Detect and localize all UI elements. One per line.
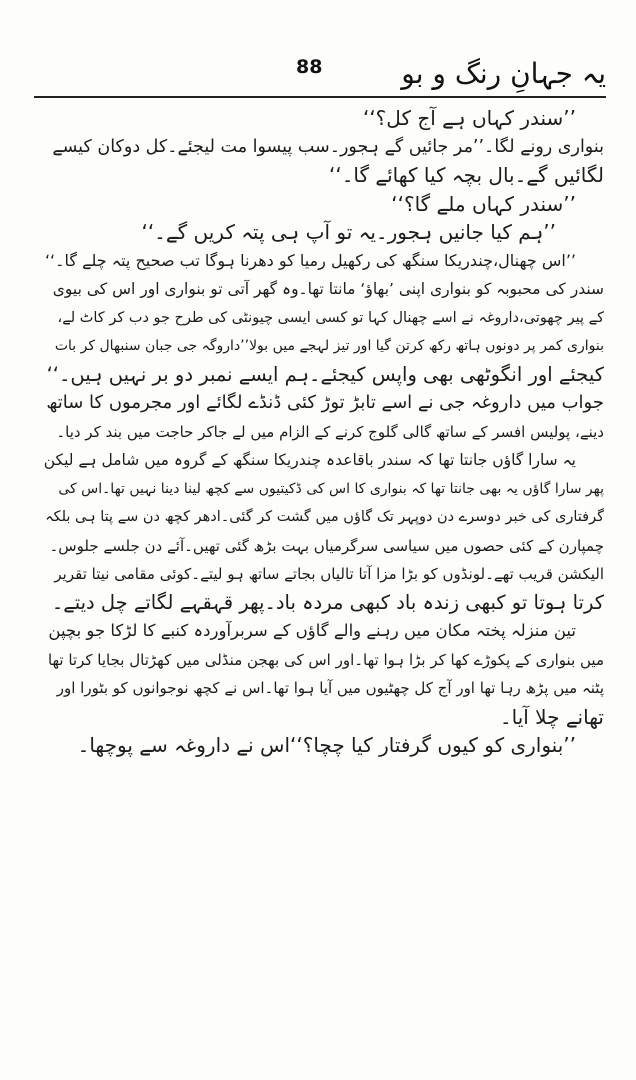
text-line: تھانے چلا آیا۔ (499, 704, 604, 729)
text-line: کیجئے اور انگوٹھی بھی واپس کیجئے۔ہم ایسے نمبر دو بر نہیں ہیں۔‘‘ (46, 362, 604, 386)
text-line: تین منزلہ پختہ مکان میں رہنے والے گاؤں کے سربرآوردہ کنبے کا لڑکا جو بچپن (48, 621, 576, 640)
text-line: پٹنہ میں پڑھ رہا تھا اور آج کل چھٹیوں میں آیا ہوا تھا۔اس نے کچھ نوجوانوں کو بٹورا اور (56, 679, 604, 697)
text-line: چمپارن کے کئی حصوں میں سیاسی سرگرمیاں بہت بڑھ گئی تھیں۔آئے دن جلسے جلوس۔ (49, 536, 604, 555)
text-line: ’’اس چھنال،چندریکا سنگھ کی رکھیل رمیا کو دھرنا ہوگا تب صحیح پتہ چلے گا۔‘‘ (44, 250, 576, 270)
text-line: بنواری رونے لگا۔’’مر جائیں گے ہجور۔سب پیسوا مت لیجئے۔کل دوکان کیسے (52, 136, 604, 157)
body-text (44, 104, 604, 760)
text-line: ’’سندر کہاں ملے گا؟‘‘ (391, 191, 576, 216)
header-rule (34, 96, 606, 98)
text-line: کے پیر چھوتی،داروغہ نے اسے چھنال کہا تو کسی ایسی چیونٹی کی طرح جو دب کر کاٹ لے، (57, 309, 604, 326)
text-line: سندر کی محبوبہ کو بنواری اپنی ’بھاؤ‘ مانتا تھا۔وہ گھر آتی تو بنواری اور اس کی بیوی (52, 280, 604, 298)
text-line: گرفتاری کی خبر دوسرے دن دوپہر تک گاؤں میں گشت کر گئی۔ادھر کچھ دن سے پتا ہی بلکہ (45, 509, 604, 525)
text-line: بنواری کمر پر دونوں ہاتھ رکھ کرتن گیا اور تیز لہجے میں بولا’’داروگہ جی جبان سنبھال کر بات (54, 338, 604, 354)
text-line: الیکشن قریب تھے۔لونڈوں کو بڑا مزا آتا تالیاں بجاتے ساتھ ہو لیتے۔کوئی مقامی نیتا تقریر (54, 565, 604, 583)
running-title: یہ جہانِ رنگ و بو (401, 57, 606, 90)
page-header (34, 54, 606, 94)
text-line: ’’ہم کیا جانیں ہجور۔یہ تو آپ ہی پتہ کریں گے۔‘‘ (141, 220, 556, 244)
text-line: دینے، پولیس افسر کے ساتھ گالی گلوج کرنے کے الزام میں لے جاکر حاجت میں بند کر دیا۔ (56, 422, 604, 441)
text-line: کرتا ہوتا تو کبھی زندہ باد کبھی مردہ باد۔پھر قہقہے لگاتے چل دیتے۔ (51, 590, 604, 614)
text-line: میں بنواری کے پکوڑے کھا کر بڑا ہوا تھا۔اور اس کی بھجن منڈلی میں کھڑتال بجایا کرتا تھا (47, 650, 604, 669)
text-line: جواب میں داروغہ جی نے اسے تابڑ توڑ کئی ڈنڈے لگائے اور مجرموں کا ساتھ (46, 392, 604, 413)
text-line: ’’بنواری کو کیوں گرفتار کیا چچا؟‘‘اس نے داروغہ سے پوچھا۔ (77, 733, 576, 757)
text-line: لگائیں گے۔بال بچہ کیا کھائے گا۔‘‘ (328, 163, 604, 187)
text-line: پھر سارا گاؤں یہ بھی جانتا تھا کہ بنواری کا اس کی ڈکیتیوں سے کچھ لینا دینا نہیں تھا۔اس کی (58, 480, 604, 497)
text-line: یہ سارا گاؤں جانتا تھا کہ سندر باقاعدہ چندریکا سنگھ کے گروہ میں شامل ہے لیکن (44, 451, 576, 469)
text-line: ’’سندر کہاں ہے آج کل؟‘‘ (362, 106, 576, 130)
page-number: 88 (296, 56, 323, 78)
